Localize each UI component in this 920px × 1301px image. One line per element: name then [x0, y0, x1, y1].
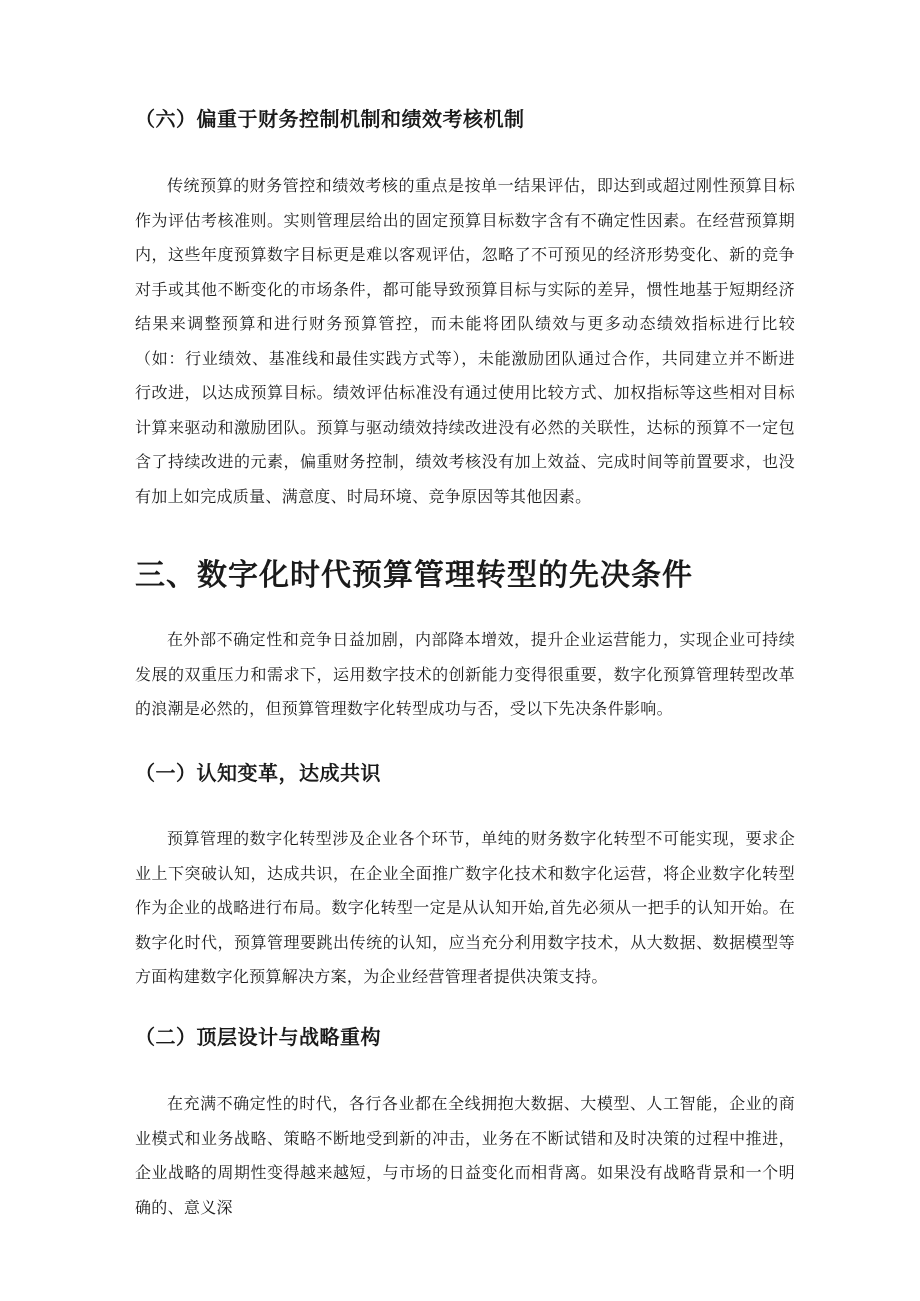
section-heading-two: （二）顶层设计与战略重构 [135, 1025, 381, 1049]
paragraph-six: 传统预算的财务管控和绩效考核的重点是按单一结果评估，即达到或超过刚性预算目标作为评估考核准则。实则管理层给出的固定预算目标数字含有不确定性因素。在经营预算期内，这些年度预算数字目标更是难以客观评估，忽略了不可预见的经济形势变化、新的竞争对手或其他不断变化的市场条件，都可能导致预算目标与实际的差异，惯性地基于短期经济结果来调整预算和进行财务预算管控，而未能将团队绩效与更多动态绩效指标进行比较（如：行业绩效、基准线和最佳实践方式等），未能激励团队通过合作，共同建立并不断进行改进，以达成预算目标。绩效评估标准没有通过使用比较方式、加权指标等这些相对目标计算来驱动和激励团队。预算与驱动绩效持续改进没有必然的关联性，达标的预算不一定包含了持续改进的元素，偏重财务控制，绩效考核没有加上效益、完成时间等前置要求，也没有加上如完成质量、满意度、时局环境、竞争原因等其他因素。 [135, 176, 795, 506]
section-heading-six: （六）偏重于财务控制机制和绩效考核机制 [135, 107, 525, 131]
paragraph-three: 在外部不确定性和竞争日益加剧，内部降本增效，提升企业运营能力，实现企业可持续发展的双重压力和需求下，运用数字技术的创新能力变得很重要，数字化预算管理转型改革的浪潮是必然的，但预算管理数字化转型成功与否，受以下先决条件影响。 [135, 630, 795, 718]
paragraph-one: 预算管理的数字化转型涉及企业各个环节，单纯的财务数字化转型不可能实现，要求企业上下突破认知，达成共识，在企业全面推广数字化技术和数字化运营，将企业数字化转型作为企业的战略进行布局。数字化转型一定是从认知开始,首先必须从一把手的认知开始。在数字化时代，预算管理要跳出传统的认知，应当充分利用数字技术，从大数据、数据模型等方面构建数字化预算解决方案，为企业经营管理者提供决策支持。 [135, 829, 795, 986]
section-heading-one: （一）认知变革，达成共识 [135, 761, 381, 785]
chapter-heading-three: 三、数字化时代预算管理转型的先决条件 [135, 558, 693, 593]
paragraph-two: 在充满不确定性的时代，各行各业都在全线拥抱大数据、大模型、人工智能，企业的商业模式和业务战略、策略不断地受到新的冲击，业务在不断试错和及时决策的过程中推进，企业战略的周期性变得越来越短，与市场的日益变化而相背离。如果没有战略背景和一个明确的、意义深 [135, 1094, 795, 1217]
